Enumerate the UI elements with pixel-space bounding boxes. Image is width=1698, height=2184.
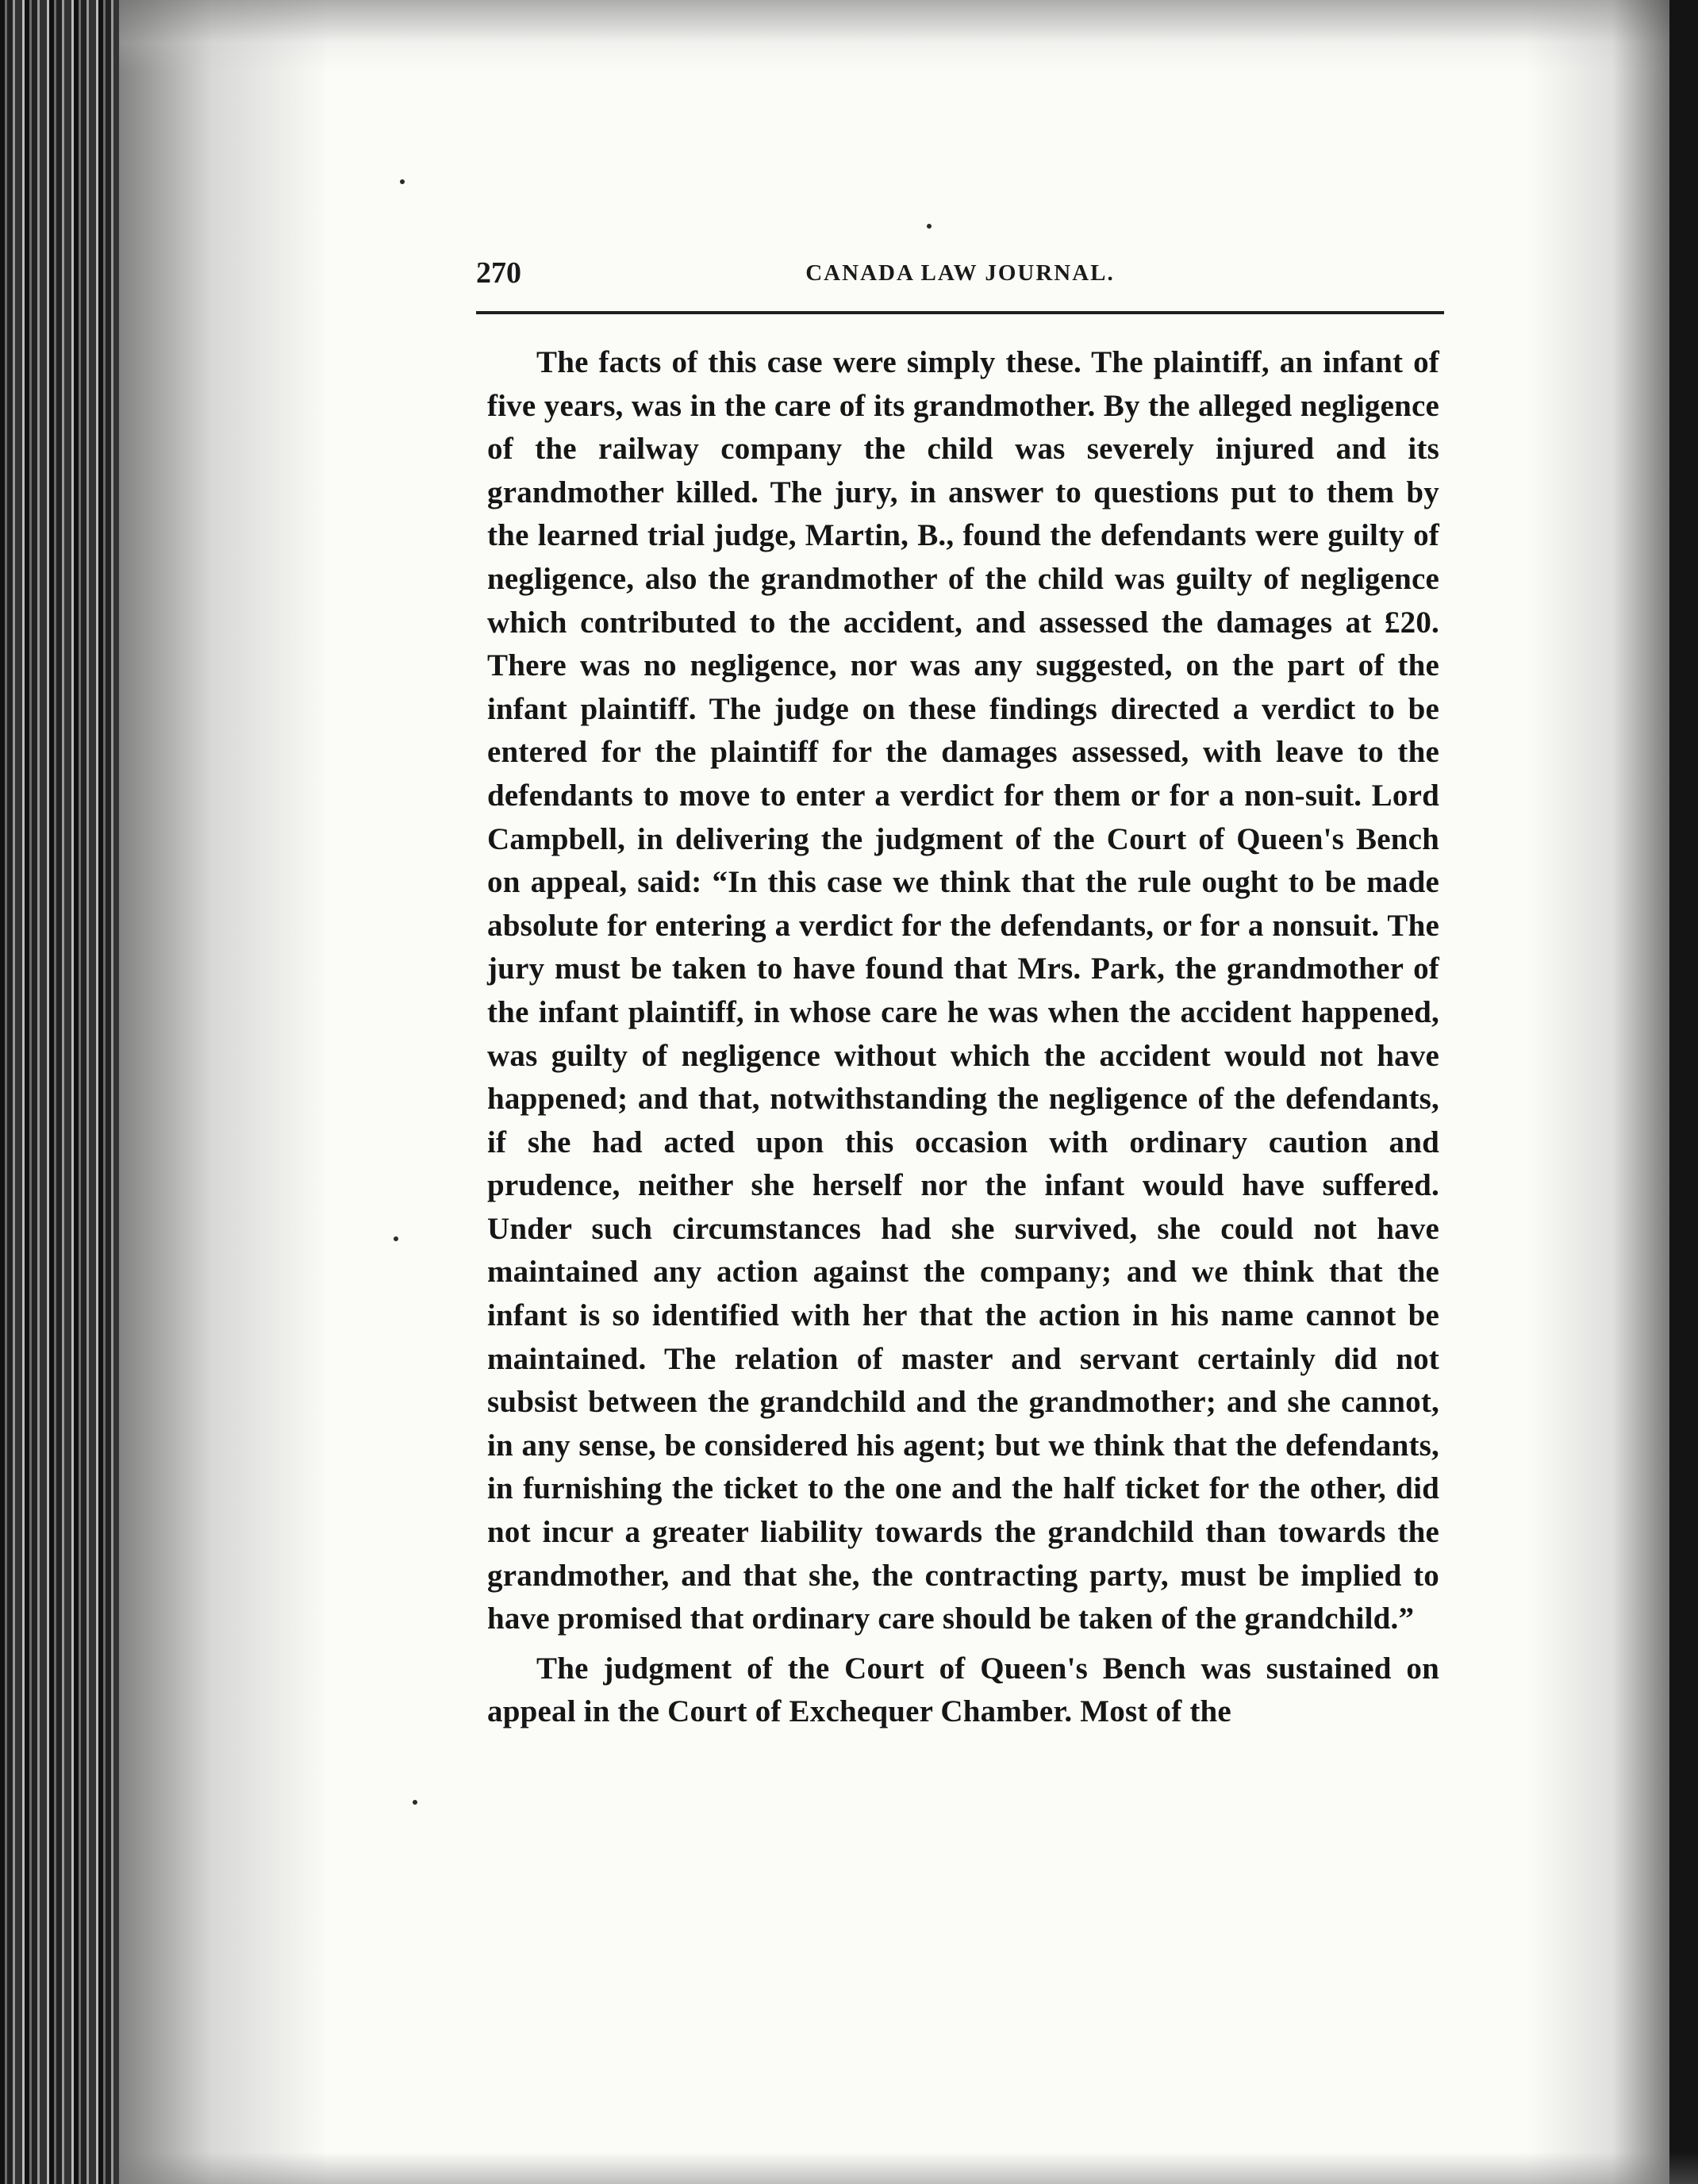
header-rule <box>476 311 1444 314</box>
paragraph: The facts of this case were simply these. The plaintiff, an infant of five years, was in the care of its grandmother. By the alleged negligence of the railway company the child was severely injured and its grandmother killed. The jury, in answer to questions put to them by the learned trial judge, Martin, B., found the defendants were guilty of negligence, also the grandmother of the child was guilty of negligence which contributed to the accident, and assessed the damages at £20. There was no negligence, nor was any suggested, on the part of the infant plaintiff. The judge on these findings directed a verdict to be entered for the plaintiff for the damages assessed, with leave to the defendants to move to enter a verdict for them or for a non-suit. Lord Campbell, in delivering the judgment of the Court of Queen's Bench on appeal, said: “In this case we think that the rule ought to be made absolute for entering a verdict for the defendants, or for a nonsuit. The jury must be taken to have found that Mrs. Park, the grandmother of the infant plaintiff, in whose care he was when the accident happened, was guilty of negligence without which the accident would not have happened; and that, notwithstanding the negligence of the defendants, if she had acted upon this occasion with ordinary caution and prudence, neither she herself nor the infant would have suffered. Under such circumstances had she survived, she could not have maintained any action against the company; and we think that the infant is so identified with her that the action in his name cannot be maintained. The relation of master and servant certainly did not subsist between the grandchild and the grandmother; and she cannot, in any sense, be considered his agent; but we think that the defendants, in furnishing the ticket to the one and the half ticket for the other, did not incur a greater liability towards the grandchild than towards the grandmother, and that she, the contracting party, must be implied to have promised that ordinary care should be taken of the grandchild.” <box>487 345 1439 1636</box>
running-head <box>476 256 1444 303</box>
page-number: 270 <box>476 256 521 290</box>
scan-edge-left <box>0 0 119 2184</box>
article-body <box>487 341 1439 1734</box>
scan-speck <box>413 1800 417 1805</box>
scan-speck <box>400 179 405 184</box>
scan-speck <box>394 1236 398 1241</box>
paragraph: The judgment of the Court of Queen's Bench was sustained on appeal in the Court of Exchequer Chamber. Most of the <box>487 1651 1439 1729</box>
scan-shadow-right <box>1527 0 1669 2184</box>
scan-edge-right <box>1669 0 1698 2184</box>
scan-shadow-left <box>119 0 325 2184</box>
scan-speck <box>927 224 932 229</box>
journal-title: CANADA LAW JOURNAL. <box>805 260 1115 286</box>
scan-shadow-top <box>119 0 1698 71</box>
scan-shadow-bottom <box>119 2152 1698 2184</box>
